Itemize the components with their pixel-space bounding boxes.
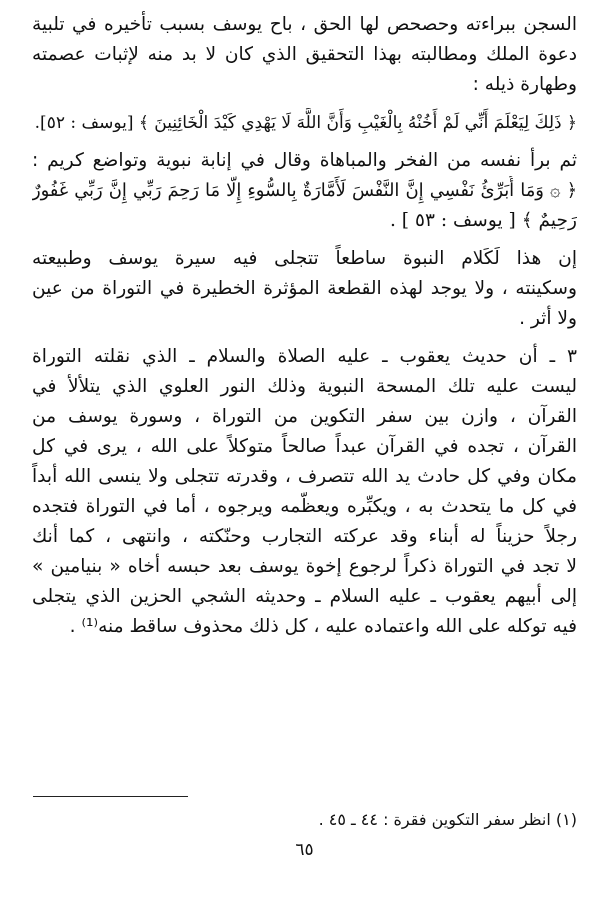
text-line: السجن ببراءته وحصحص لها الحق ، باح يوسف بسبب تأخيره في تلبية: [32, 14, 577, 35]
quran-verse-52: ﴿ ذَلِكَ لِيَعْلَمَ أَنِّي لَمْ أَخُنْهُ بِالْغَيْبِ وَأَنَّ اللَّهَ لَا يَهْدِي كَيْدَ الْخَائِنِينَ ﴾ [يوسف : ٥٢].: [34, 113, 577, 133]
text-line: إلى أبيهم يعقوب ـ عليه السلام ـ وحديثه الشجي الحزين الذي يتجلى: [32, 586, 577, 607]
text-line: دعوة الملك ومطالبته بهذا التحقيق الذي كان لا بد منه لإثبات عصمته: [32, 44, 577, 65]
text-line: ٣ ـ أن حديث يعقوب ـ عليه الصلاة والسلام ـ الذي نقلته التوراة: [32, 346, 577, 367]
quran-verse-53: ﴿ ۞ وَمَا أُبَرِّئُ نَفْسِي إِنَّ النَّفْسَ لَأَمَّارَةٌ بِالسُّوءِ إِلَّا مَا رَحِمَ رَبِّي إِنَّ رَبِّي غَفُورٌ: [32, 180, 577, 201]
text-line: في كل ما يتحدث به ، ويكبِّره ويعظّمه ويرجوه ، أما في التوراة فتجده: [32, 496, 577, 517]
text-line: رجلاً حزيناً له أبناء وقد عركته التجارب وحنّكته ، وانتهى ، كما أنك: [32, 526, 577, 547]
text-line: مكان وفي كل حادث يد الله تتصرف ، وقدرته تتجلى ولا ينسى الله أبداً: [32, 466, 577, 487]
text-line: القرآن ، وازن بين سفر التكوين من التوراة ، وسورة يوسف من: [32, 406, 577, 427]
page-number: ٦٥: [295, 840, 314, 860]
quran-verse-53-end: رَحِيمٌ ﴾ [ يوسف : ٥٣ ] .: [389, 210, 577, 231]
text-line: فيه توكله على الله واعتماده عليه ، كل ذلك محذوف ساقط منه⁽¹⁾ .: [69, 616, 577, 637]
page-body: [32, 10, 577, 642]
text-line: ثم برأ نفسه من الفخر والمباهاة وقال في إنابة نبوية وتواضع كريم :: [32, 150, 577, 171]
text-line: إن هذا لَكَلام النبوة ساطعاً تتجلى فيه سيرة يوسف وطبيعته: [32, 248, 577, 269]
text-line: وسكينته ، ولا يوجد لهذه القطعة المؤثرة الخطيرة في التوراة من عين: [32, 278, 577, 299]
footnote: (١) انظر سفر التكوين فقرة : ٤٤ ـ ٤٥ .: [318, 810, 577, 829]
text-line: القرآن ، تجده في القرآن عبداً صالحاً متوكلاً على الله ، يرى في كل: [32, 436, 577, 457]
text-line: ليست عليه تلك المسحة النبوية وذلك النور العلوي الذي يتلألأ في: [32, 376, 577, 397]
footnote-divider: [33, 796, 188, 797]
text-line: ولا أثر .: [519, 308, 577, 329]
text-line: وطهارة ذيله :: [472, 74, 577, 95]
text-line: لا تجد في التوراة ذكراً لرجوع إخوة يوسف بعد حبسه أخاه « بنيامين »: [32, 556, 577, 577]
